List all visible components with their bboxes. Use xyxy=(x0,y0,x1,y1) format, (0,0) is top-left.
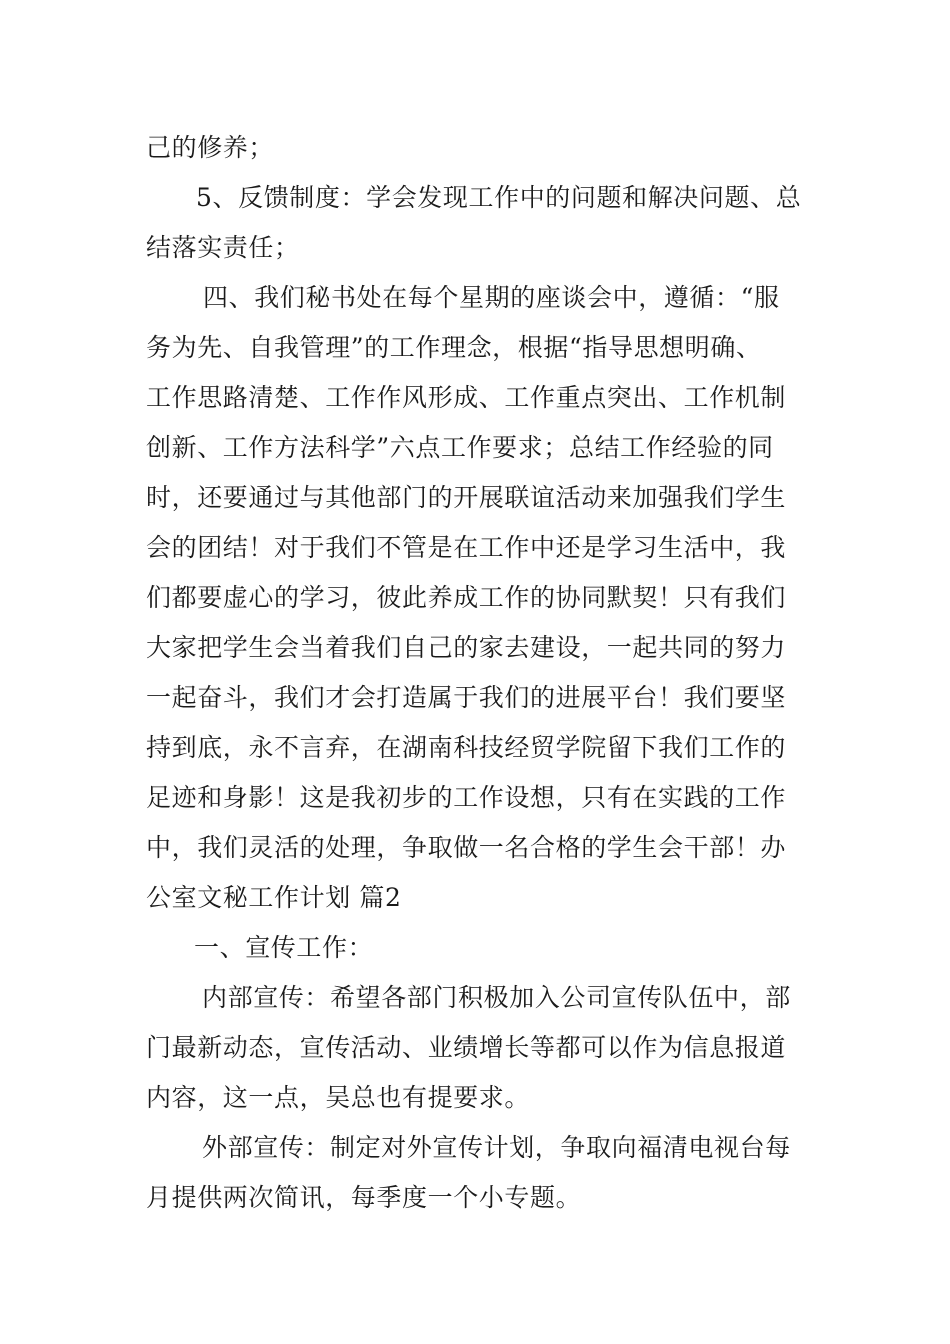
text-line: 工作思路清楚、工作作风形成、工作重点突出、工作机制 xyxy=(146,383,787,412)
text-line: 一、宣传工作： xyxy=(194,933,374,962)
text-line: 己的修养； xyxy=(146,133,275,162)
text-line: 中，我们灵活的处理，争取做一名合格的学生会干部！办 xyxy=(146,833,787,862)
text-line: 结落实责任； xyxy=(146,233,300,262)
text-line: 四、我们秘书处在每个星期的座谈会中，遵循：“服 xyxy=(203,283,780,312)
text-line: 大家把学生会当着我们自己的家去建设，一起共同的努力 xyxy=(146,633,787,662)
text-line: 一起奋斗，我们才会打造属于我们的进展平台！我们要坚 xyxy=(146,683,787,712)
text-line: 外部宣传：制定对外宣传计划，争取向福清电视台每 xyxy=(202,1133,791,1162)
text-line: 们都要虚心的学习，彼此养成工作的协同默契！只有我们 xyxy=(146,583,787,612)
section-heading: 公室文秘工作计划 篇2 xyxy=(146,883,402,912)
text-line: 会的团结！对于我们不管是在工作中还是学习生活中，我 xyxy=(146,533,787,562)
text-line: 创新、工作方法科学”六点工作要求；总结工作经验的同 xyxy=(146,433,774,462)
text-line: 足迹和身影！这是我初步的工作设想，只有在实践的工作 xyxy=(146,783,787,812)
text-line: 时，还要通过与其他部门的开展联谊活动来加强我们学生 xyxy=(146,483,787,512)
text-line: 5、反馈制度：学会发现工作中的问题和解决问题、总 xyxy=(196,183,802,212)
text-line: 内部宣传：希望各部门积极加入公司宣传队伍中，部 xyxy=(202,983,791,1012)
text-line: 持到底，永不言弃，在湖南科技经贸学院留下我们工作的 xyxy=(146,733,787,762)
text-line: 月提供两次简讯，每季度一个小专题。 xyxy=(146,1183,582,1212)
text-line: 务为先、自我管理”的工作理念，根据“指导思想明确、 xyxy=(146,333,762,362)
text-line: 门最新动态，宣传活动、业绩增长等都可以作为信息报道 xyxy=(146,1033,787,1062)
text-line: 内容，这一点，吴总也有提要求。 xyxy=(146,1083,531,1112)
